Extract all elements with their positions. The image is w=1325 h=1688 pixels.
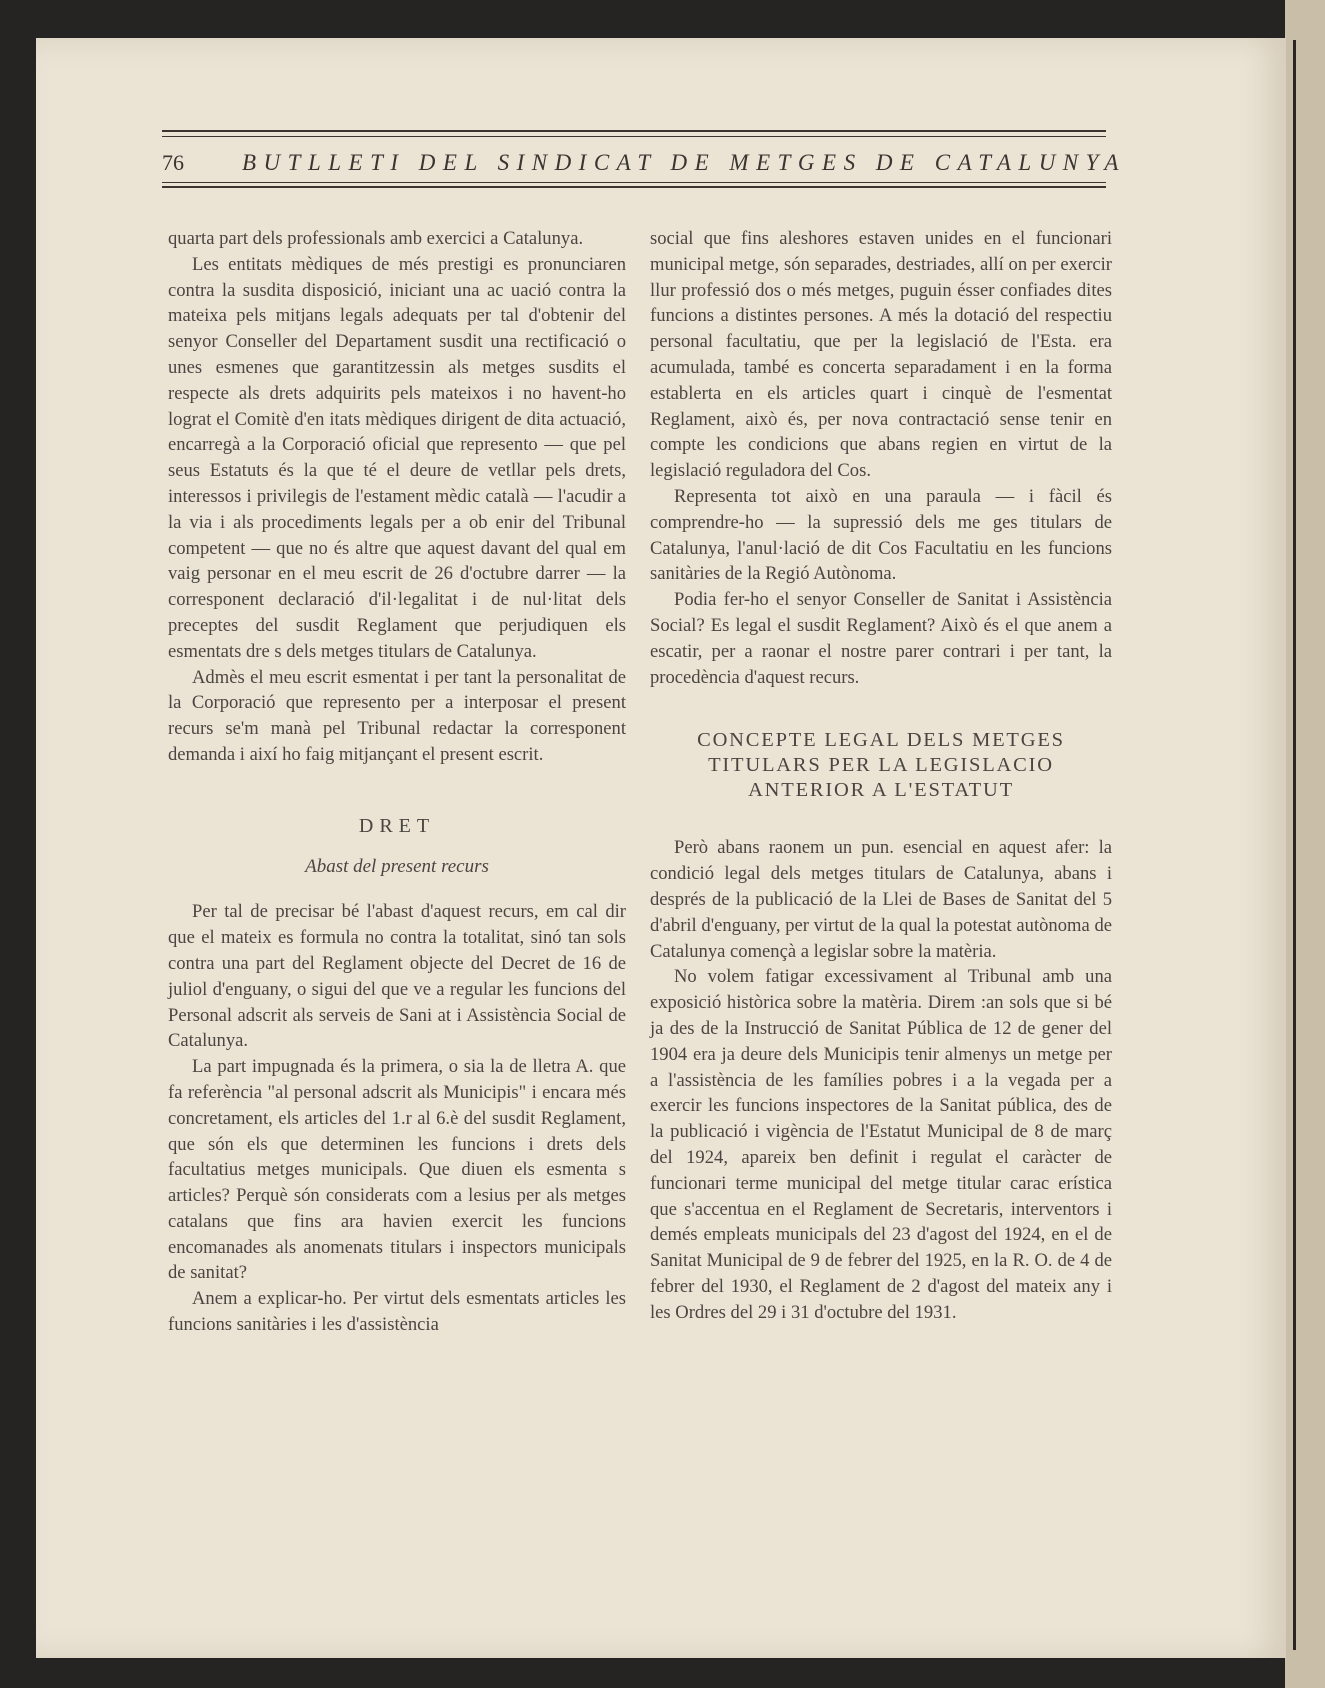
page-header — [162, 100, 1126, 200]
paragraph: Però abans raonem un pun. esencial en aquest afer: la condició legal dels metges titulars de Catalunya, abans i després de la publicació de la Llei de Bases de Sanitat del 5 d'abril d'enguany, per virtut de la qual la potestat autònoma de Catalunya començà a legislar sobre la matèria. — [650, 837, 1112, 962]
header-rule-top — [162, 130, 1106, 132]
page-number: 76 — [162, 150, 184, 175]
binding-line — [1293, 40, 1296, 1650]
scan-edge — [1285, 0, 1325, 1688]
paragraph: Per tal de precisar bé l'abast d'aquest recurs, em cal dir que el mateix es formula no contra la totalitat, sinó tan sols contra una part del Reglament objecte del Decret de 16 de juliol d'enguany, o sigui del que ve a regular les funcions del Personal adscrit als serveis de Sani at i Assistència Social de Catalunya. — [168, 901, 626, 1052]
paragraph: Les entitats mèdiques de més prestigi es pronunciaren contra la susdita disposició, iniciant una ac uació contra la mateixa pels mitjans legals adequats per tal d'obtenir del senyor Conseller del Departament susdit una rectificació o unes esmenes que garantitzessin als metges susdits el respecte als drets adquirits pels mateixos i no havent-ho lograt el Comitè d'en itats mèdiques dirigent de dita actuació, encarregà a la Corporació oficial que represento — que pel seus Estatuts és la que té el deure de vetllar pels drets, interessos i privilegis de l'estament mèdic català — l'acudir a la via i als procediments legals per a ob enir del Tribunal competent — que no és altre que aquest davant del qual em vaig personar en el meu escrit de 26 d'octubre darrer — la corresponent declaració d'il·legalitat i de nul·litat dels preceptes del susdit Reglament que perjudiquen els esmentats dre s dels metges titulars de Catalunya. — [168, 253, 626, 662]
left-column — [168, 226, 626, 1338]
section-heading: CONCEPTE LEGAL DELS METGES TITULARS PER LA LEGISLACIO ANTERIOR A L'ESTATUT — [697, 729, 1065, 802]
paragraph: Admès el meu escrit esmentat i per tant la personalitat de la Corporació que represento per a interposar el present recurs se'm manà pel Tribunal redactar la corresponent demanda i així ho faig mitjançant el present escrit. — [168, 666, 626, 765]
header-rule-bottom — [162, 186, 1106, 188]
paragraph: social que fins aleshores estaven unides en el funcionari municipal metge, són separades, destriades, allí on per exercir llur professió dos o més metges, puguin ésser confiades dites funcions a distintes persones. A més la dotació del respectiu personal facultatiu, que per la legislació de l'Esta. era acumulada, també es concerta separadament i en la forma establerta en els articles quart i cinquè de l'esmentat Reglament, això és, per nova contractació sense tenir en compte les condicions que abans regien en virtut de la legislació reguladora del Cos. — [650, 228, 1112, 482]
paragraph: Representa tot això en una paraula — i fàcil és comprendre-ho — la supressió dels me ges titulars de Catalunya, l'anul·lació de dit Cos Facultatiu en les funcions sanitàries de la Regió Autònoma. — [650, 485, 1112, 585]
subsection-heading: Abast del present recurs — [305, 855, 489, 877]
paragraph: La part impugnada és la primera, o sia la de lletra A. que fa referència "al personal adscrit als Municipis" i encara més concretament, els articles del 1.r al 6.è del susdit Reglament, que són els que determinen les funcions i drets dels facultatius metges municipals. Que diuen els esmenta s articles? Perquè són considerats com a lesius per als metges catalans que fins ara havien exercit les funcions encomanades als anomenats titulars i inspectors municipals de sanitat? — [168, 1056, 626, 1284]
header-rule-top-thin — [162, 136, 1106, 137]
header-rule-bottom-thin — [162, 182, 1106, 183]
paragraph: Anem a explicar-ho. Per virtut dels esmentats articles les funcions sanitàries i les d'assistència — [168, 1288, 626, 1336]
section-heading: DRET — [358, 814, 436, 837]
running-title: BUTLLETI DEL SINDICAT DE METGES DE CATALUNYA — [242, 150, 1126, 175]
right-column — [650, 226, 1112, 1325]
paragraph: No volem fatigar excessivament al Tribunal amb una exposició històrica sobre la matèria. Direm :an sols que si bé ja des de la Instrucció de Sanitat Pública de 12 de gener del 1904 era ja deure dels Municipis tenir almenys un metge per a l'assistència de les famílies pobres i a la vegada per a exercir les funcions inspectores de la Sanitat pública, des de la publicació i vigència de l'Estatut Municipal de 8 de març del 1924, apareix ben definit i regulat el caràcter de funcionari terme municipal del metge titular carac erística que s'accentua en el Reglament de Secretaris, interventors i demés empleats municipals del 23 d'agost del 1924, en el de Sanitat Municipal de 9 de febrer del 1925, en la R. O. de 4 de febrer del 1930, el Reglament de 2 d'agost del mateix any i les Ordres del 29 i 31 d'octubre del 1931. — [650, 966, 1112, 1323]
paragraph: quarta part dels professionals amb exercici a Catalunya. — [168, 228, 584, 249]
paragraph: Podia fer-ho el senyor Conseller de Sanitat i Assistència Social? Es legal el susdit Reglament? Això és el que anem a escatir, per a raonar el nostre parer contrari i per tant, la procedència d'aquest recurs. — [650, 589, 1112, 688]
